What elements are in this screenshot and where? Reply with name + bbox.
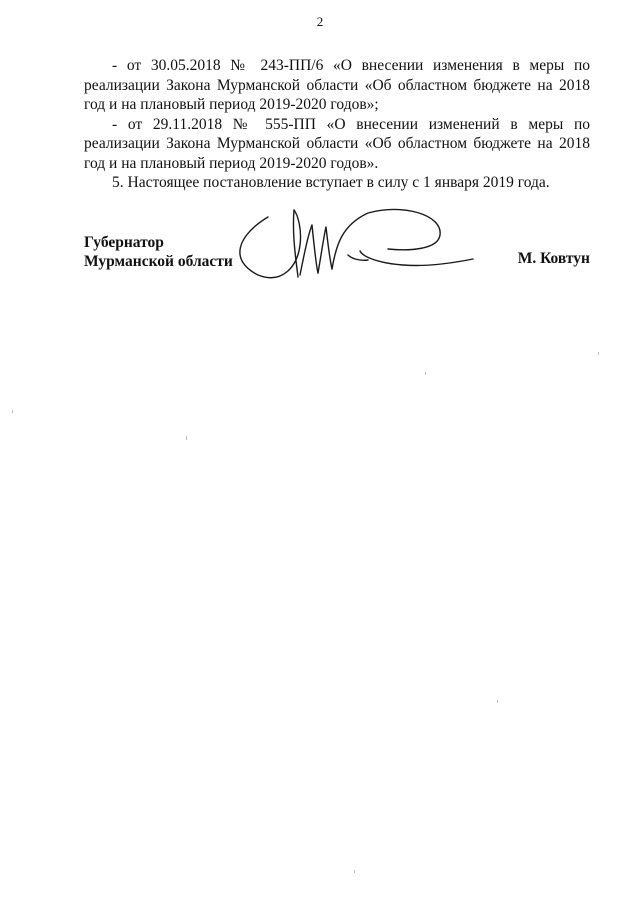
paragraph-amendment-243: - от 30.05.2018 № 243-ПП/6 «О внесении изменения в меры по реализации Закона Мурманской области «Об областном бюджете на 2018 год и на плановый период 2019-2020 годов»; (84, 57, 590, 113)
paragraph-effective-date: 5. Настоящее постановление вступает в силу с 1 января 2019 года. (112, 174, 550, 191)
scan-speck (598, 352, 599, 355)
signatory-name: М. Ковтун (517, 250, 590, 267)
page-number: 2 (316, 14, 324, 29)
scan-speck (12, 410, 13, 413)
document-body (84, 56, 590, 193)
paragraph-amendment-555: - от 29.11.2018 № 555-ПП «О внесении изменений в меры по реализации Закона Мурманской области «Об областном бюджете на 2018 год и на плановый период 2019-2020 годов». (84, 115, 590, 172)
signatory-title-line2: Мурманской области (84, 253, 233, 270)
signatory-title (84, 233, 233, 271)
scan-speck (186, 436, 187, 440)
handwritten-signature (228, 205, 478, 285)
scan-speck (354, 870, 355, 873)
scan-speck (425, 372, 426, 375)
scan-speck (497, 700, 498, 703)
signatory-title-line1: Губернатор (84, 234, 164, 251)
